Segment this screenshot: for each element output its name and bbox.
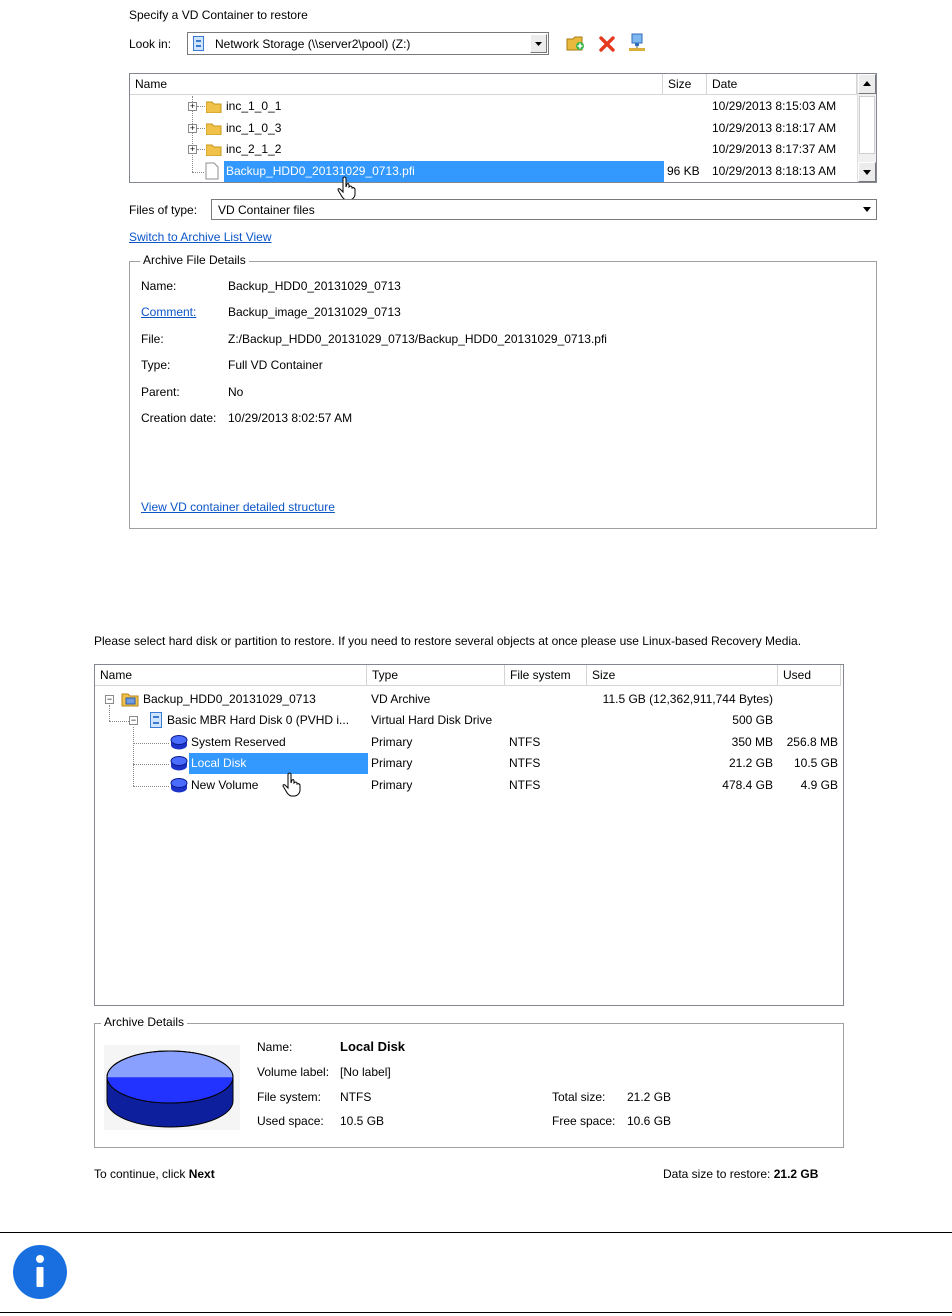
row-name: Basic MBR Hard Disk 0 (PVHD i... (167, 713, 350, 727)
network-drive-icon (193, 36, 204, 51)
look-in-dropdown[interactable] (187, 32, 549, 55)
row-size: 350 MB (731, 735, 773, 749)
note-top-divider (0, 1232, 952, 1233)
detail-fs-value: NTFS (340, 1090, 372, 1104)
data-size-value: 21.2 GB (773, 1167, 819, 1181)
scroll-thumb[interactable] (859, 96, 875, 154)
info-icon (12, 1244, 68, 1300)
hand-cursor-icon (281, 772, 303, 798)
detail-free-value: 10.6 GB (627, 1114, 672, 1128)
delete-icon[interactable] (598, 35, 616, 53)
partition-icon (170, 755, 188, 771)
row-used: 4.9 GB (800, 778, 838, 792)
comment-link[interactable]: Comment: (141, 305, 197, 319)
row-name: inc_1_0_1 (226, 99, 282, 113)
row-name: inc_1_0_3 (226, 121, 282, 135)
footer-prefix: To continue, click (94, 1167, 189, 1181)
detail-used-label: Used space: (257, 1114, 324, 1128)
row-size: 21.2 GB (728, 756, 773, 770)
row-size: 478.4 GB (722, 778, 773, 792)
restore-prompt: Specify a VD Container to restore (129, 8, 308, 22)
column-header-size[interactable]: Size (587, 665, 778, 686)
file-icon (205, 162, 219, 180)
detail-parent-label: Parent: (141, 385, 180, 399)
expand-icon[interactable]: + (189, 101, 196, 111)
detail-file-value: Z:/Backup_HDD0_20131029_0713/Backup_HDD0_20131029_0713.pfi (228, 332, 607, 346)
collapse-icon[interactable]: − (130, 715, 137, 725)
row-type: VD Archive (371, 692, 431, 706)
detail-name-label: Name: (141, 279, 177, 293)
files-of-type-label: Files of type: (129, 203, 198, 217)
row-date: 10/29/2013 8:18:17 AM (712, 121, 837, 135)
folder-icon (206, 143, 222, 156)
row-date: 10/29/2013 8:17:37 AM (712, 142, 837, 156)
row-date: 10/29/2013 8:18:13 AM (712, 164, 837, 178)
column-header-name[interactable]: Name (95, 665, 367, 686)
row-fs: NTFS (509, 778, 541, 792)
row-size: 96 KB (667, 164, 700, 178)
row-name: Backup_HDD0_20131029_0713.pfi (224, 161, 664, 182)
vertical-scrollbar[interactable] (857, 74, 876, 182)
collapse-icon[interactable]: − (106, 694, 113, 704)
column-header-used[interactable]: Used (778, 665, 841, 686)
chevron-down-icon[interactable] (530, 34, 547, 53)
expand-icon[interactable]: + (189, 144, 196, 154)
look-in-label: Look in: (129, 37, 172, 51)
detail-volume-label: Volume label: (257, 1065, 330, 1079)
detail-free-label: Free space: (552, 1114, 616, 1128)
row-size: 11.5 GB (12,362,911,744 Bytes) (602, 692, 773, 706)
scroll-up-icon[interactable] (858, 74, 876, 94)
folder-icon (206, 122, 222, 135)
row-name: System Reserved (191, 735, 286, 749)
files-of-type-dropdown[interactable] (211, 199, 877, 220)
column-header-file-system[interactable]: File system (505, 665, 587, 686)
detail-name-value: Backup_HDD0_20131029_0713 (228, 279, 401, 293)
row-date: 10/29/2013 8:15:03 AM (712, 99, 837, 113)
column-header-date[interactable]: Date (707, 74, 857, 95)
column-header-name[interactable]: Name (130, 74, 663, 95)
row-size: 500 GB (732, 713, 773, 727)
column-header-type[interactable]: Type (367, 665, 505, 686)
data-size-label: Data size to restore: (663, 1167, 774, 1181)
new-folder-icon[interactable] (566, 34, 586, 52)
row-type: Primary (371, 756, 413, 770)
partition-icon (170, 777, 188, 793)
chevron-down-icon[interactable] (862, 204, 872, 214)
archive-file-details-legend: Archive File Details (140, 253, 249, 267)
partition-tree-list[interactable] (94, 664, 844, 1006)
detail-total-label: Total size: (552, 1090, 606, 1104)
row-type: Primary (371, 778, 413, 792)
row-name: New Volume (191, 778, 259, 792)
detail-used-value: 10.5 GB (340, 1114, 385, 1128)
column-header-size[interactable]: Size (663, 74, 707, 95)
partition-prompt: Please select hard disk or partition to restore. If you need to restore several objects at once please use Linux-based Recovery Media. (94, 634, 802, 648)
row-used: 256.8 MB (786, 735, 838, 749)
archive-details-legend: Archive Details (101, 1015, 187, 1029)
file-list[interactable] (129, 73, 877, 183)
hard-disk-icon (150, 712, 162, 728)
detail-name-label: Name: (257, 1040, 293, 1054)
row-name: Backup_HDD0_20131029_0713 (143, 692, 316, 706)
detail-type-value: Full VD Container (228, 358, 323, 372)
footer-next: Next (188, 1167, 215, 1181)
row-fs: NTFS (509, 735, 541, 749)
data-size-summary (663, 1167, 818, 1181)
detail-comment-value: Backup_image_20131029_0713 (228, 305, 401, 319)
scroll-down-icon[interactable] (858, 162, 876, 182)
row-used: 10.5 GB (793, 756, 838, 770)
partition-icon (170, 734, 188, 750)
row-fs: NTFS (509, 756, 541, 770)
archive-folder-icon (121, 691, 141, 707)
disk-usage-graphic (104, 1045, 240, 1130)
detail-fs-label: File system: (257, 1090, 322, 1104)
row-type: Virtual Hard Disk Drive (371, 713, 493, 727)
expand-icon[interactable]: + (189, 123, 196, 133)
view-structure-link[interactable]: View VD container detailed structure (141, 500, 335, 514)
row-name: inc_2_1_2 (226, 142, 282, 156)
detail-volume-value: [No label] (340, 1065, 391, 1079)
detail-file-label: File: (141, 332, 164, 346)
detail-parent-value: No (228, 385, 244, 399)
detail-creation-value: 10/29/2013 8:02:57 AM (228, 411, 353, 425)
row-type: Primary (371, 735, 413, 749)
detail-creation-label: Creation date: (141, 411, 217, 425)
look-in-value: Network Storage (\\server2\pool) (Z:) (215, 37, 411, 51)
footer-instruction (94, 1167, 215, 1181)
row-name: Local Disk (189, 753, 368, 774)
files-of-type-value: VD Container files (218, 203, 315, 217)
note-bottom-divider (0, 1312, 952, 1313)
detail-type-label: Type: (141, 358, 171, 372)
switch-archive-view-link[interactable]: Switch to Archive List View (129, 230, 272, 244)
folder-icon (206, 100, 222, 113)
detail-name-value: Local Disk (340, 1039, 406, 1054)
network-folder-icon[interactable] (628, 33, 646, 53)
detail-total-value: 21.2 GB (627, 1090, 672, 1104)
